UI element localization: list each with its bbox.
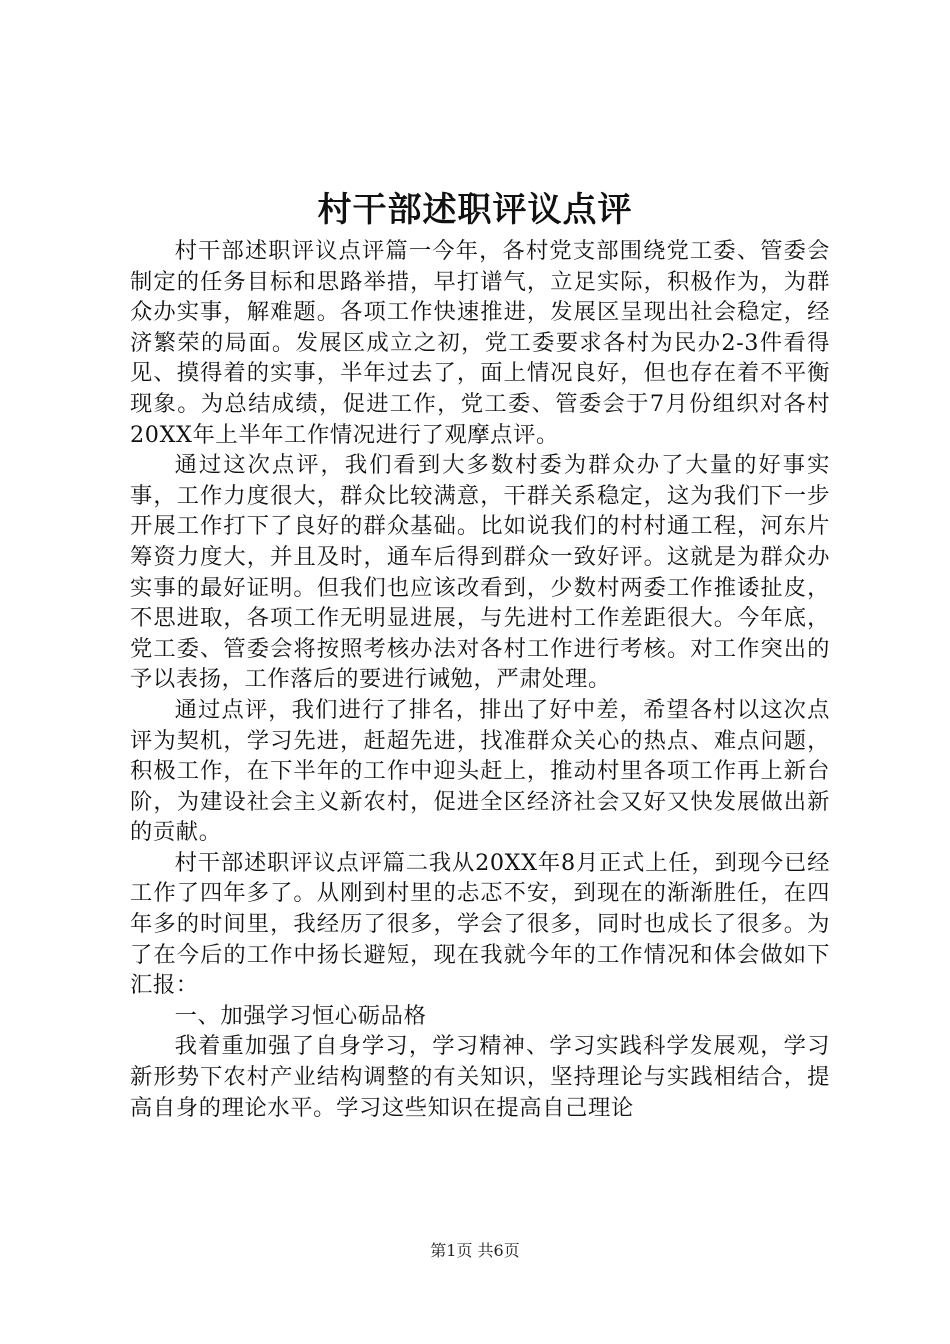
paragraph-2: 通过这次点评，我们看到大多数村委为群众办了大量的好事实事，工作力度很大，群众比较满意，干群关系稳定，这为我们下一步开展工作打下了良好的群众基础。比如说我们的村村通工程，河东片筹资力度大，并且及时，通车后得到群众一致好评。这就是为群众办实事的最好证明。但我们也应该改看到，少数村两委工作推诿扯皮，不思进取，各项工作无明显进展，与先进村工作差距很大。今年底，党工委、管委会将按照考核办法对各村工作进行考核。对工作突出的予以表扬，工作落后的要进行诫勉，严肃处理。 (130, 452, 830, 693)
section-heading: 一、加强学习恒心砺品格 (174, 1002, 427, 1029)
document-body (130, 236, 830, 1123)
paragraph-4: 村干部述职评议点评篇二我从20XX年8月正式上任，到现今已经工作了四年多了。从刚到村里的忐忑不安，到现在的渐渐胜任，在四年多的时间里，我经历了很多，学会了很多，同时也成长了很多。为了在今后的工作中扬长避短，现在我就今年的工作情况和体会做如下汇报： (130, 849, 830, 999)
document-title: 村干部述职评议点评 (317, 190, 633, 230)
paragraph-3: 通过点评，我们进行了排名，排出了好中差，希望各村以这次点评为契机，学习先进，赶超先进，找准群众关心的热点、难点问题，积极工作，在下半年的工作中迎头赶上，推动村里各项工作再上新台阶，为建设社会主义新农村，促进全区经济社会又好又快发展做出新的贡献。 (130, 696, 830, 846)
paragraph-1: 村干部述职评议点评篇一今年，各村党支部围绕党工委、管委会制定的任务目标和思路举措，早打谱气，立足实际，积极作为，为群众办实事，解难题。各项工作快速推进，发展区呈现出社会稳定，经济繁荣的局面。发展区成立之初，党工委要求各村为民办2-3件看得见、摸得着的实事，半年过去了，面上情况良好，但也存在着不平衡现象。为总结成绩，促进工作，党工委、管委会于7月份组织对各村20XX年上半年工作情况进行了观摩点评。 (130, 238, 830, 448)
paragraph-5: 我着重加强了自身学习，学习精神、学习实践科学发展观，学习新形势下农村产业结构调整的有关知识，坚持理论与实践相结合，提高自身的理论水平。学习这些知识在提高自己理论 (130, 1033, 830, 1121)
page-footer: 第1页 共6页 (430, 1241, 520, 1260)
